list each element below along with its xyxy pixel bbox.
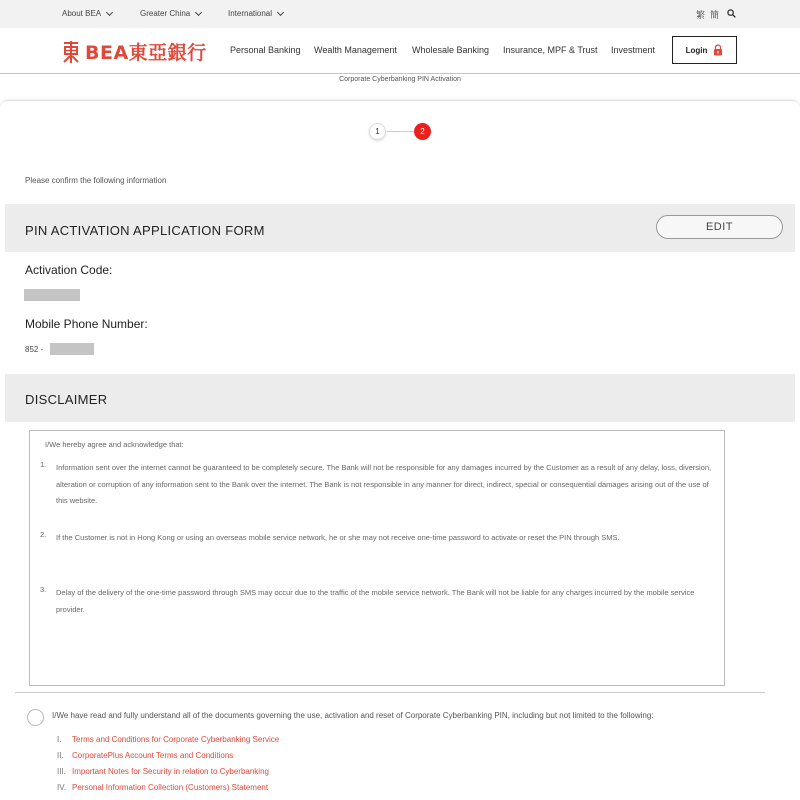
mobile-phone-value-masked [50, 343, 94, 355]
lock-icon [713, 44, 723, 56]
greater-china-label: Greater China [140, 9, 191, 18]
disclaimer-item-number: 2. [40, 530, 47, 539]
form-section-title: PIN ACTIVATION APPLICATION FORM [25, 223, 265, 238]
disclaimer-intro: I/We hereby agree and acknowledge that: [45, 440, 184, 449]
lang-simplified-link[interactable]: 簡 [710, 10, 720, 20]
nav-wholesale-banking[interactable]: Wholesale Banking [412, 45, 490, 55]
document-number: III. [57, 767, 66, 776]
personal-info-statement-link[interactable]: Personal Information Collection (Customers) Statement [72, 783, 269, 792]
corporateplus-terms-link[interactable]: CorporatePlus Account Terms and Conditions [72, 751, 234, 760]
document-number: IV. [57, 783, 67, 792]
security-notes-link[interactable]: Important Notes for Security in relation to Cyberbanking [72, 767, 269, 776]
agreement-radio[interactable] [27, 709, 44, 726]
utility-bar [0, 0, 800, 28]
nav-insurance-mpf-trust[interactable]: Insurance, MPF & Trust [503, 45, 598, 55]
login-button[interactable] [672, 36, 737, 64]
activation-code-value-masked [24, 289, 80, 301]
chevron-down-icon [277, 8, 284, 15]
document-number: I. [57, 735, 62, 744]
intro-text: Please confirm the following information [25, 176, 167, 185]
logo-text: BEA東亞銀行 [85, 42, 207, 64]
disclaimer-item-number: 3. [40, 585, 47, 594]
document-number: II. [57, 751, 64, 760]
bea-logo[interactable] [62, 38, 207, 65]
edit-button[interactable]: EDIT [656, 215, 783, 239]
step-2-indicator: 2 [414, 123, 431, 140]
about-bea-dropdown[interactable] [62, 9, 112, 18]
mobile-phone-label: Mobile Phone Number: [25, 317, 148, 331]
chevron-down-icon [106, 8, 113, 15]
disclaimer-item-text: Delay of the delivery of the one-time password through SMS may occur due to the traffic of the mobile service network. The Bank will not be liable for any charges incurred by the mobile service provider. [56, 588, 695, 614]
main-nav [0, 28, 800, 74]
section-divider [15, 692, 765, 693]
search-icon[interactable] [727, 9, 736, 18]
international-dropdown[interactable] [228, 9, 283, 18]
step-connector [387, 131, 414, 132]
step-1-indicator: 1 [369, 123, 386, 140]
lang-traditional-link[interactable]: 繁 [696, 10, 706, 20]
disclaimer-item-number: 1. [40, 460, 47, 469]
login-label: Login [685, 45, 708, 55]
chevron-down-icon [195, 8, 202, 15]
bea-emblem-icon [62, 41, 80, 63]
greater-china-dropdown[interactable] [140, 9, 201, 18]
nav-investment[interactable]: Investment [611, 45, 656, 55]
activation-code-label: Activation Code: [25, 263, 113, 277]
agreement-text: I/We have read and fully understand all of the documents governing the use, activation and reset of Corporate Cyberbanking PIN, including but not limited to the following: [52, 711, 654, 720]
international-label: International [228, 9, 273, 18]
disclaimer-title: DISCLAIMER [25, 392, 108, 407]
nav-personal-banking[interactable]: Personal Banking [230, 45, 301, 55]
disclaimer-item-text: If the Customer is not in Hong Kong or using an overseas mobile service network, he or she may not receive one-time password to activate or reset the PIN through SMS. [56, 533, 620, 542]
phone-country-code: 852 - [25, 345, 44, 354]
page-title: Corporate Cyberbanking PIN Activation [339, 76, 461, 83]
disclaimer-item-text: Information sent over the internet cannot be guaranteed to be completely secure. The Bank will not be responsible for any damages incurred by the Customer as a result of any delay, loss, diversion, alteration or corruption of any information sent to the Bank over the internet. The Bank is not responsible in any manner for direct, indirect, special or consequential damages arising out of the use of this website. [56, 463, 712, 505]
about-bea-label: About BEA [62, 9, 102, 18]
disclaimer-section-header [5, 374, 795, 422]
terms-corporate-cyberbanking-link[interactable]: Terms and Conditions for Corporate Cyberbanking Service [72, 735, 280, 744]
nav-wealth-management[interactable]: Wealth Management [314, 45, 397, 55]
